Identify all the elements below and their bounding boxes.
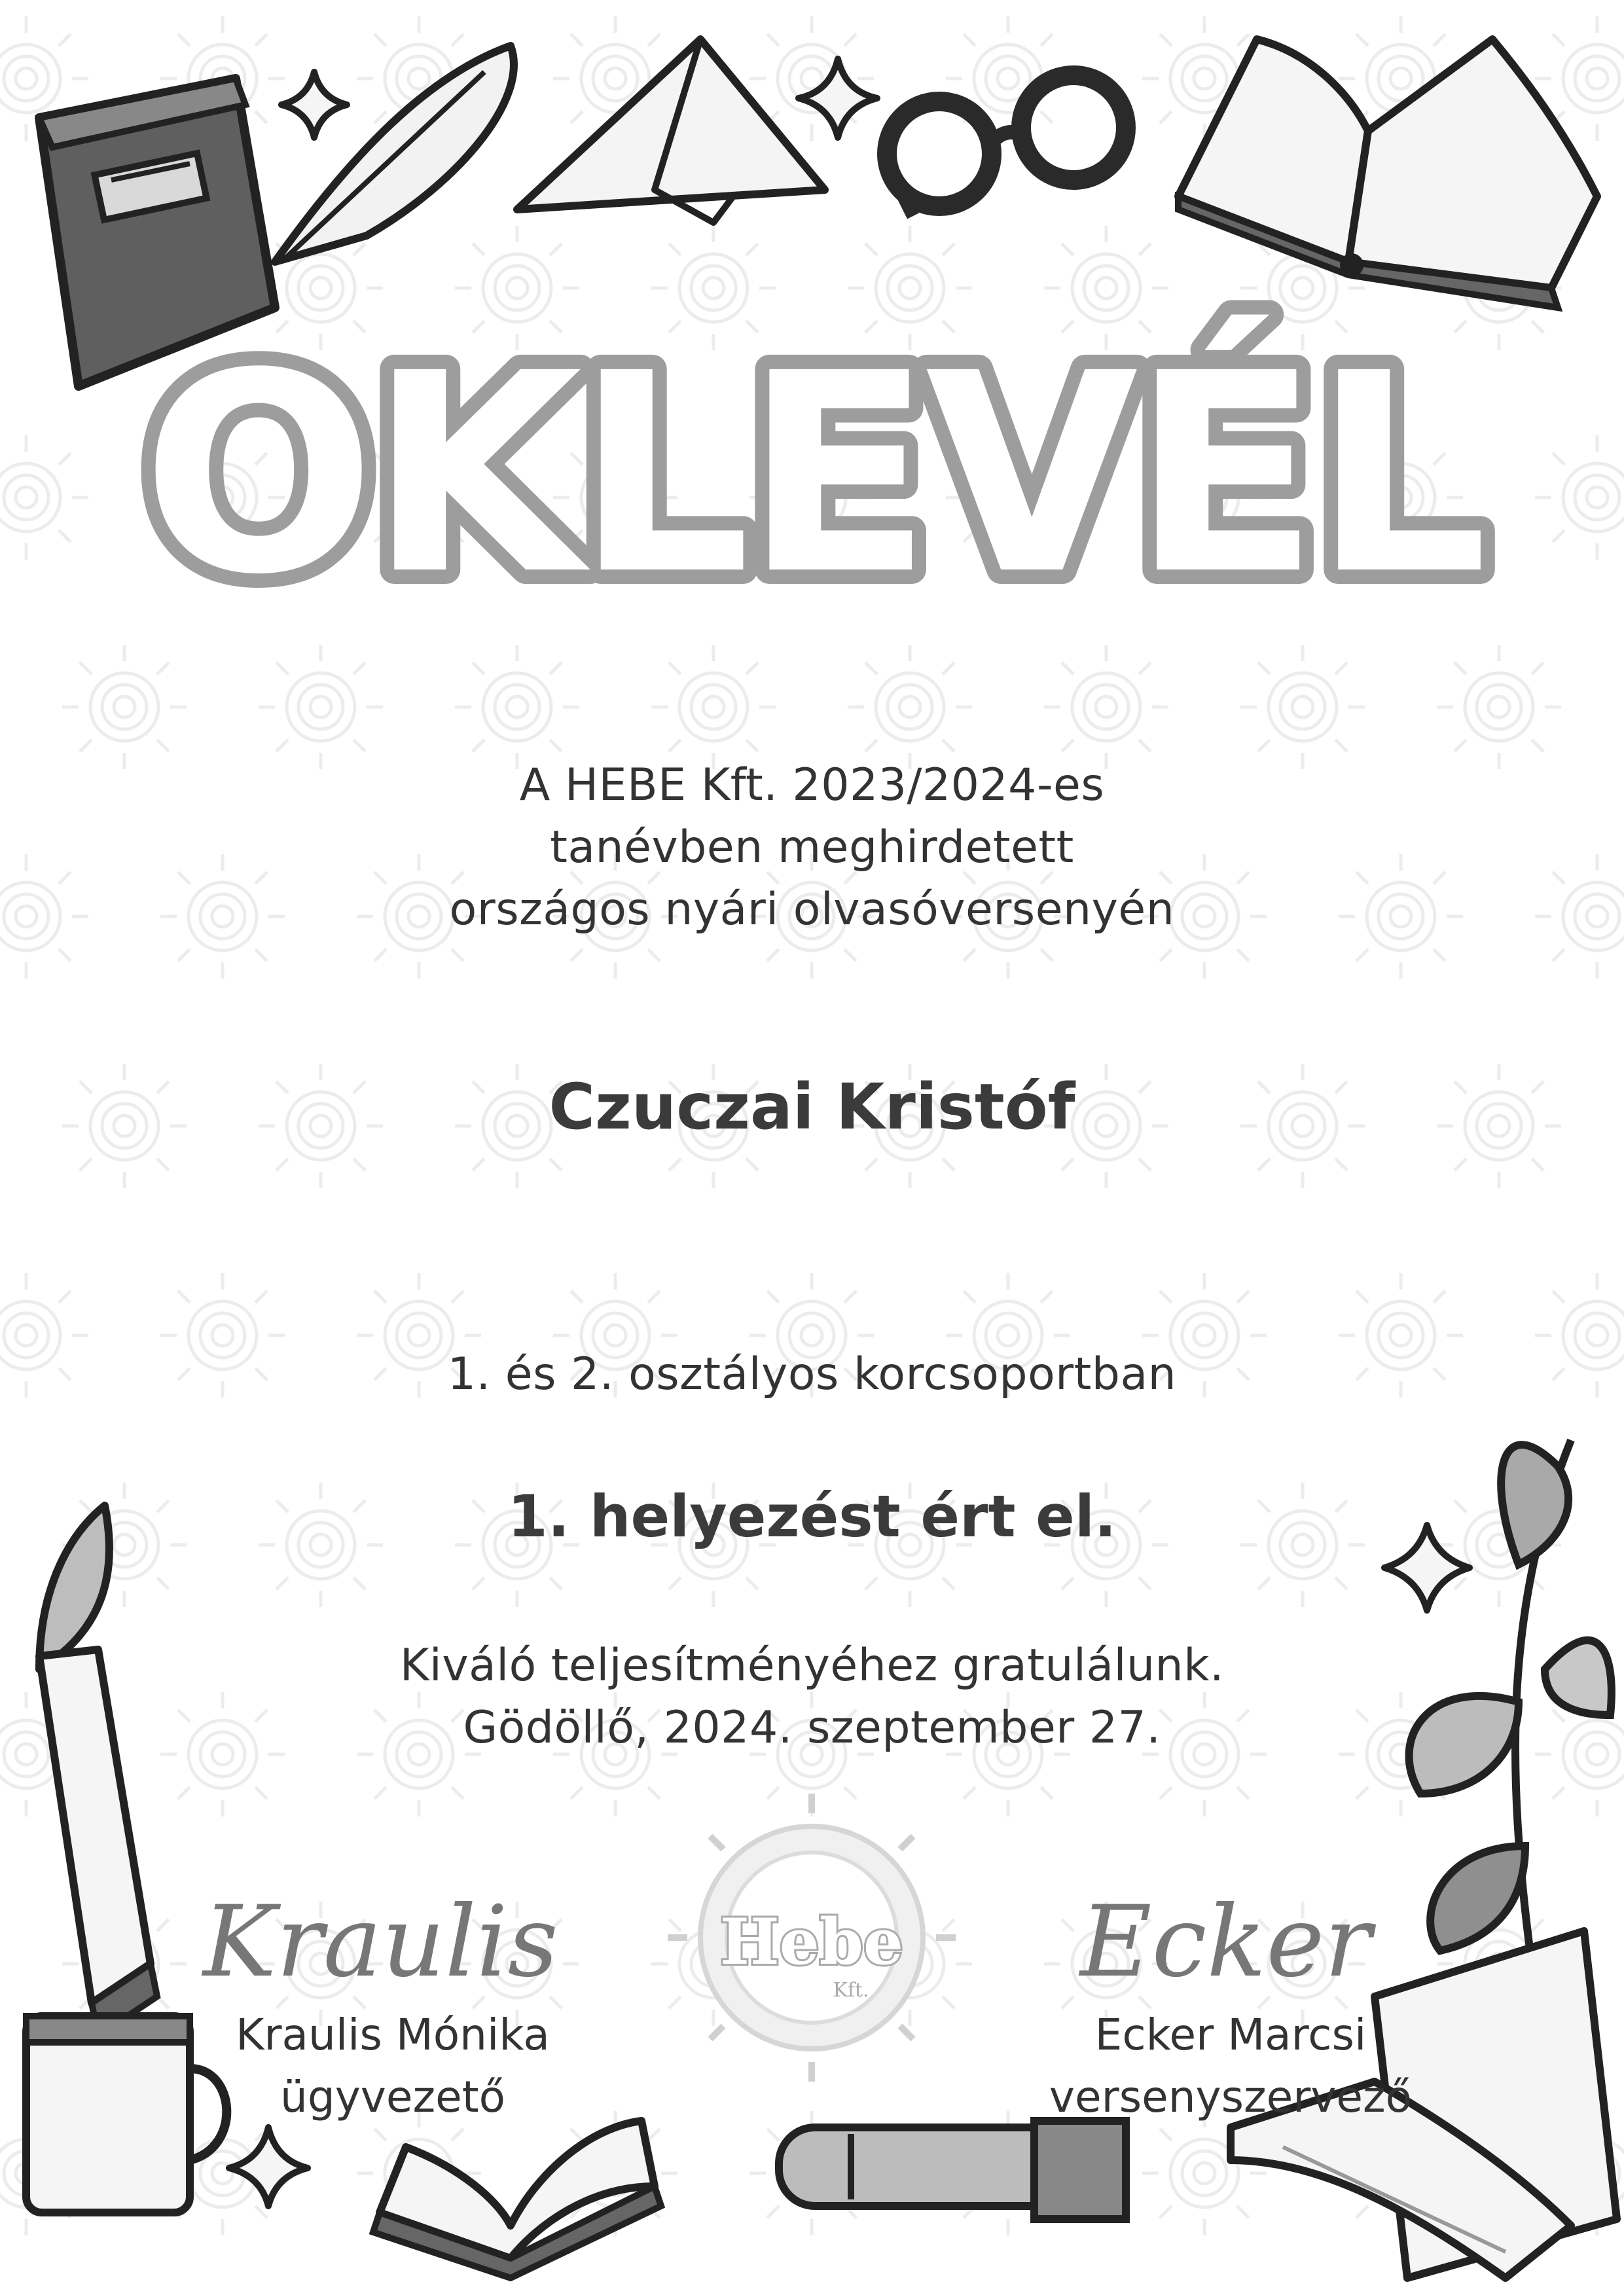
intro-line-2: tanévben meghirdetett [550, 822, 1074, 873]
intro-line-1: A HEBE Kft. 2023/2024-es [519, 759, 1105, 811]
hebe-logo [668, 1794, 956, 2082]
signatory-left-role: ügyvezető [280, 2072, 505, 2122]
achievement-line: 1. helyezést ért el. [507, 1483, 1117, 1550]
paper-plane-icon [517, 39, 825, 223]
signatory-right-role: versenyszervező [1049, 2072, 1413, 2122]
page-title: OKLEVÉL [141, 315, 1482, 635]
glasses-icon [887, 75, 1126, 216]
signature-left: Kraulis [203, 1885, 558, 1999]
logo-subtext: Kft. [833, 1979, 869, 2002]
category-line: 1. és 2. osztályos korcsoportban [447, 1348, 1177, 1400]
closing-line-1: Kiváló teljesítményéhez gratulálunk. [399, 1640, 1225, 1691]
signature-right: Ecker [1080, 1885, 1371, 1999]
closing-line-2: Gödöllő, 2024. szeptember 27. [463, 1702, 1161, 1754]
closed-book-icon [779, 2121, 1126, 2219]
logo-text: Hebe [720, 1905, 903, 1979]
signatory-left-name: Kraulis Mónika [236, 2010, 550, 2060]
open-book-icon [1178, 39, 1597, 308]
recipient-name: Czuczai Kristóf [549, 1070, 1075, 1144]
open-book-icon [373, 2121, 661, 2278]
signatory-right-name: Ecker Marcsi [1094, 2010, 1367, 2060]
leaf-icon [39, 1506, 157, 2036]
title-outline [142, 312, 1485, 635]
intro-line-3: országos nyári olvasóversenyén [449, 884, 1175, 935]
